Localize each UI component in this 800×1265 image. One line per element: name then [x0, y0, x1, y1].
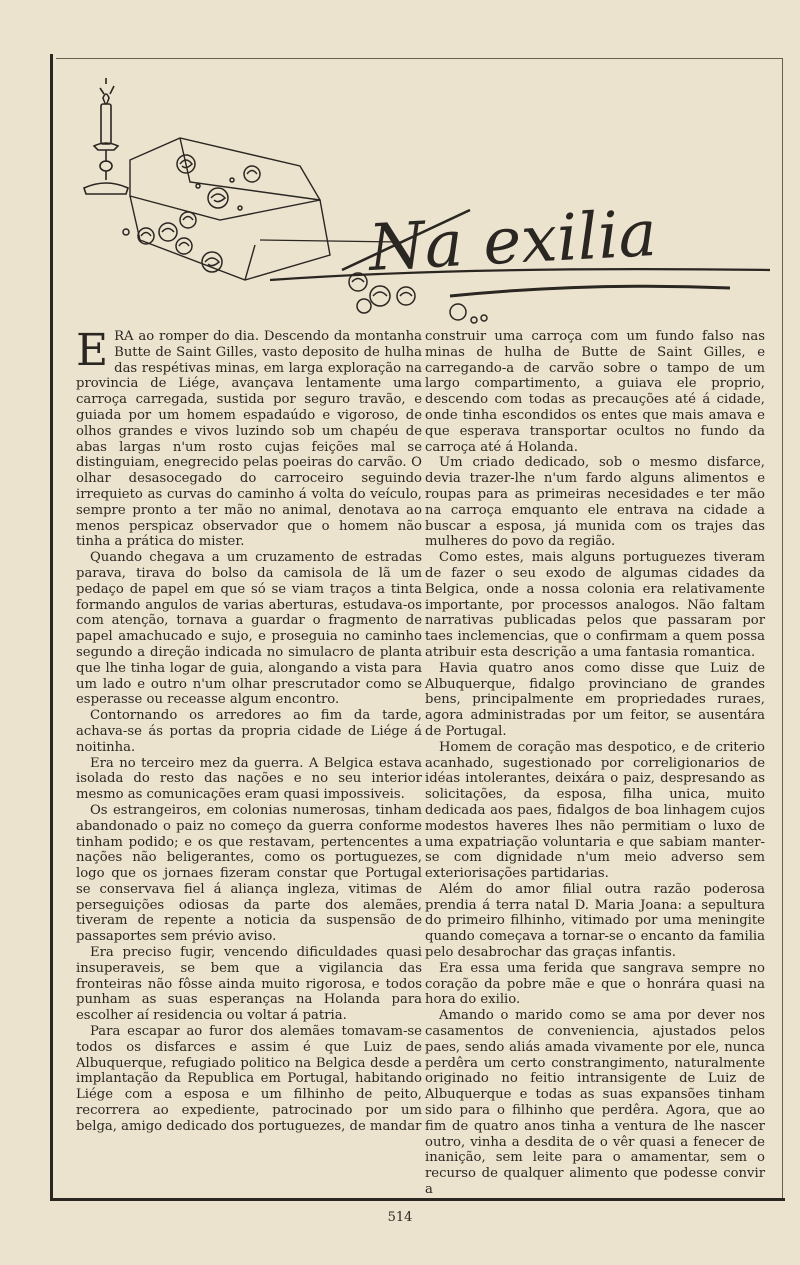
paragraph: Um criado dedicado, sob o mesmo disfarce, devia trazer-lhe n'um fardo alguns alimentos e roupas para as primeiras necesidades e ter mão na carroça emquanto ele entrava na cidade a buscar a esposa, já munida com os trajes das mulheres do povo da região.	[425, 455, 765, 550]
paragraph: Como estes, mais alguns portuguezes tiveram de fazer o seu exodo de algumas cidades da Belgica, onde a nossa colonia era relativamente importante, por processos analogos. Não faltam narrativas publicadas pelos que passaram por taes inclemencias, que o confirmam a quem possa atribuir esta descrição a uma fantasia romantica.	[425, 550, 765, 660]
left-column	[76, 325, 422, 1135]
section-heading: Na exilia	[366, 197, 659, 286]
frame-top-rule	[56, 58, 782, 59]
right-column	[425, 329, 765, 1198]
paragraph: construir uma carroça com um fundo falso nas minas de hulha de Butte de Saint Gilles, e carregando-a de carvão sobre o tampo de um largo compartimento, a guiava ele proprio, descendo com todas as precauções até á cidade, onde tinha escondidos os entes que mais amava e que esperava transportar ocultos no fundo da carroça até á Holanda.	[425, 329, 765, 455]
dropcap: E	[76, 325, 109, 376]
paragraph: Além do amor filial outra razão poderosa prendia á terra natal D. Maria Joana: a sepultura do primeiro filhinho, vitimado por uma meningite quando começava a tornar-se o encanto da familia pelo desabrochar das graças infantis.	[425, 881, 765, 961]
coffin-icon	[130, 138, 330, 280]
frame-right-rule	[782, 58, 783, 1198]
paragraph: Era essa uma ferida que sangrava sempre no coração da pobre mãe e que o honrára quasi na hora do exilio.	[425, 960, 765, 1008]
paragraph: Quando chegava a um cruzamento de estradas parava, tirava do bolso da camisola de lã um pedaço de papel em que só se viam traços a tinta formando angulos de varias aberturas, estudava-os com atenção, tornava a guardar o fragmento de papel amachucado e sujo, e proseguia no caminho segundo a direção indicada no simulacro de planta que lhe tinha logar de guia, alongando a vista para um lado e outro n'um olhar prescrutador como se esperasse ou receasse algum encontro.	[76, 550, 422, 708]
paragraph: Para escapar ao furor dos alemães tomavam-se todos os disfarces e assim é que Luiz de Albuquerque, refugiado politico na Belgica desde a implantação da Republica em Portugal, habitando Liége com a esposa e um filhinho de peito, recorrera ao expediente, patrocinado por um belga, amigo dedicado dos portuguezes, de mandar	[76, 1024, 422, 1134]
paragraph: Havia quatro anos como disse que Luiz de Albuquerque, fidalgo provinciano de grandes bens, principalmente em propriedades ruraes, agora administradas por um feitor, se ausentára de Portugal.	[425, 660, 765, 739]
paragraph: Era no terceiro mez da guerra. A Belgica estava isolada do resto das nações e no seu interior mesmo as comunicações eram quasi impossiveis.	[76, 755, 422, 803]
candle-icon	[84, 78, 128, 194]
paragraph: Era preciso fugir, vencendo dificuldades quasi insuperaveis, se bem que a vigilancia das fronteiras não fôsse ainda muito rigorosa, e todos punham as suas esperanças na Holanda para escolher aí residencia ou voltar á patria.	[76, 945, 422, 1024]
paragraph: ERA ao romper do dia. Descendo da montanha Butte de Saint Gilles, vasto deposito de hulha das respétivas minas, em larga exploração na provincia de Liége, avançava lentamente uma carroça carregada, sustida por seguro travão, e guiada por um homem espadaúdo e vigoroso, de olhos grandes e vivos luzindo sob um chapéu de abas largas n'um rosto cujas feições mal se distinguiam, enegrecido pelas poeiras do carvão. O olhar desasocegado do carroceiro seguindo irrequieto as curvas do caminho á volta do veículo, sempre pronto a ter mão no animal, denotava ao menos perspicaz observador que o homem não tinha a prática do mister.	[76, 325, 422, 550]
paragraph: Contornando os arredores ao fim da tarde, achava-se ás portas da propria cidade de Liége á noitinha.	[76, 708, 422, 755]
paragraph: Homem de coração mas despotico, e de criterio acanhado, sugestionado por correligionarios de idéas intolerantes, deixára o paiz, despresando as solicitações, da esposa, filha unica, muito dedicada aos paes, fidalgos de boa linhagem cujos modestos haveres lhes não permitiam o luxo de uma expatriação voluntaria e que sabiam manter-se com dignidade n'um meio adverso sem exteriorisações partidarias.	[425, 739, 765, 882]
header-illustration	[70, 70, 780, 330]
paragraph: Amando o marido como se ama por dever nos casamentos de conveniencia, ajustados pelos paes, sendo aliás amada vivamente por ele, nunca perdêra um certo constrangimento, naturalmente originado no feitio intransigente de Luiz de Albuquerque e todas as suas expansões tinham sido para o filhinho que perdêra. Agora, que ao fim de quatro anos tinha a ventura de lhe nascer outro, vinha a desdita de o vêr quasi a fenecer de inanição, sem leite para o amamentar, sem o recurso de qualquer alimento que podesse convir a	[425, 1008, 765, 1198]
page-number: 514	[387, 1210, 413, 1225]
paragraph: Os estrangeiros, em colonias numerosas, tinham abandonado o paiz no começo da guerra conforme tinham podido; e os que restavam, pertencentes a nações não beligerantes, como os portuguezes, logo que os jornaes fizeram constar que Portugal se conservava fiel á aliança ingleza, vitimas de perseguições odiosas da parte dos alemães, tiveram de repente a noticia da suspensão de passaportes sem prévio aviso.	[76, 802, 422, 945]
